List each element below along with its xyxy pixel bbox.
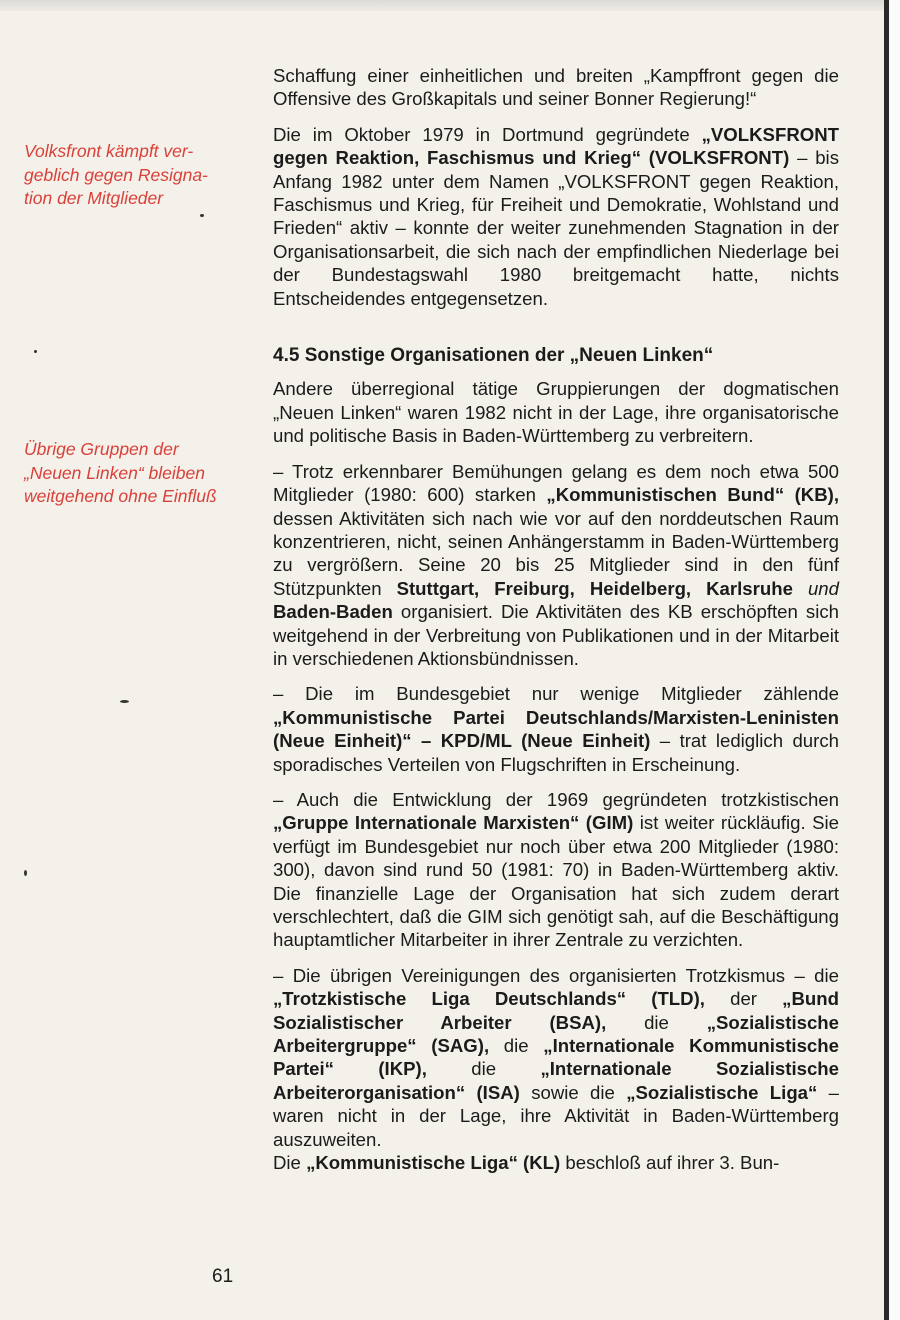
margin-note-uebrige-gruppen: Übrige Gruppen der „Neuen Linken“ bleiben weitgehend ohne Einfluß [24,439,217,506]
section-heading: 4.5 Sonstige Organisationen der „Neuen Linken“ [273,345,714,367]
paragraph-kl [273,1151,839,1174]
bold-org-name: „Kommunistische Liga“ (KL) [306,1152,561,1174]
paragraph-trotzkismus [273,964,839,1151]
text-run: die [606,1011,707,1033]
scan-speck [120,700,129,703]
text-run: ist weiter rückläufig. Sie verfügt im Bundesgebiet nur noch über etwa 200 Mitglieder (1980: 300), davon sind rund 50 (1981: 70) in Baden-Württemberg aktiv. Die finanzielle Lage der Organisation hat sich zudem derart verschlechtert, daß die GIM sich genötigt sah, auf die Beschäftigung hauptamtlicher Mitarbeiter in ihrer Zentrale zu verzichten. [273,812,839,951]
paragraph-volksfront [273,123,839,310]
bold-city-name: Baden-Baden [273,601,393,623]
text-run: organisiert. Die Aktivitäten des KB erschöpften sich weitgehend in der Verbreitung von Publikationen und in der Mitarbeit in verschiedenen Aktionsbündnissen. [273,601,839,669]
bold-org-name: „Gruppe Internationale Marxisten“ (GIM) [273,812,634,834]
paragraph-gim [273,788,839,952]
paragraph-andere: Andere überregional tätige Gruppierungen der dogmatischen „Neuen Linken“ waren 1982 nicht in der Lage, ihre organisatorische und politische Basis in Baden-Württemberg zu verbreitern. [273,378,839,447]
text-run: – Die übrigen Vereinigungen des organisierten Trotzkismus – die [273,964,839,986]
text-run: sowie die [519,1081,627,1103]
text-run: – trat lediglich durch sporadisches Verteilen von Flugschriften in Erscheinung. [273,730,839,775]
bold-org-name: „Kommunistische Partei Deutschlands/Marxisten-Leninisten (Neue Einheit)“ – KPD/ML (Neue Einheit) [273,706,839,752]
text-run: die [426,1058,541,1080]
bold-city-names: Stuttgart, Freiburg, Heidelberg, Karlsruhe [396,577,793,599]
text-run: – Trotz erkennbarer Bemühungen gelang es dem noch etwa 500 Mitglieder (1980: 600) starken [273,460,839,506]
main-text-column [273,64,839,1186]
text-run: Die im Oktober 1979 in Dortmund gegründete [273,123,702,145]
paragraph-kampffront: Schaffung einer einheitlichen und breiten „Kampffront gegen die Offensive des Großkapitals und seiner Bonner Regierung!“ [273,65,839,110]
text-run: – Die im Bundesgebiet nur wenige Mitglieder zählende [273,683,839,705]
margin-note-volksfront: Volksfront kämpft ver- geblich gegen Resigna- tion der Mitglieder [24,141,208,208]
text-run: die [489,1035,544,1057]
page-number: 61 [212,1266,234,1287]
scan-speck [200,214,204,217]
text-run: der [704,988,783,1010]
bold-org-name: „Kommunistischen Bund“ (KB), [546,484,839,506]
text-run: – waren nicht in der Lage, ihre Aktivität in Baden-Württemberg auszuweiten. [273,1081,839,1150]
bold-org-name: „Bund Sozialistischer Arbeiter (BSA), [273,988,839,1033]
bold-org-name: „Internationale Sozialistische Arbeiterorganisation“ (ISA) [273,1058,839,1103]
bold-org-name: „VOLKSFRONT gegen Reaktion, Faschismus und Krieg“ (VOLKSFRONT) [273,123,839,169]
paragraph-kb [273,460,839,671]
text-run: dessen Aktivitäten sich nach wie vor auf den norddeutschen Raum konzentrieren, nicht, seinen Anhängerstamm in Baden-Württemberg zu vergrößern. Seine 20 bis 25 Mitglieder sind in den fünf Stützpunkten [273,507,839,599]
paragraph-kpd-ml [273,682,839,776]
bold-org-name: „Sozialistische Arbeitergruppe“ (SAG), [273,1011,839,1057]
scan-border-right [889,0,900,1320]
text-run: beschloß auf ihrer 3. Bun- [560,1152,780,1174]
bold-org-name: „Trotzkistische Liga Deutschlands“ (TLD), [273,988,705,1010]
scan-speck [24,870,27,876]
scan-edge-top [0,0,900,11]
scan-speck [34,350,37,353]
bold-org-name: „Sozialistische Liga“ [626,1081,818,1103]
text-run: Die [273,1152,307,1174]
bold-org-name: „Internationale Kommunistische Partei“ (IKP), [273,1035,839,1080]
text-run: – Auch die Entwicklung der 1969 gegründeten trotzkistischen [273,788,839,810]
text-run: und [792,577,839,599]
text-run: – bis Anfang 1982 unter dem Namen „VOLKSFRONT gegen Reaktion, Faschismus und Krieg, für Freiheit und Demokratie, Wohlstand und Frieden“ aktiv – konnte der weiter zunehmenden Stagnation in der Organisationsarbeit, die sich nach der empfindlichen Niederlage bei der Bundestagswahl 1980 breitgemacht hatte, nichts Entscheidendes entgegensetzen. [273,147,839,309]
